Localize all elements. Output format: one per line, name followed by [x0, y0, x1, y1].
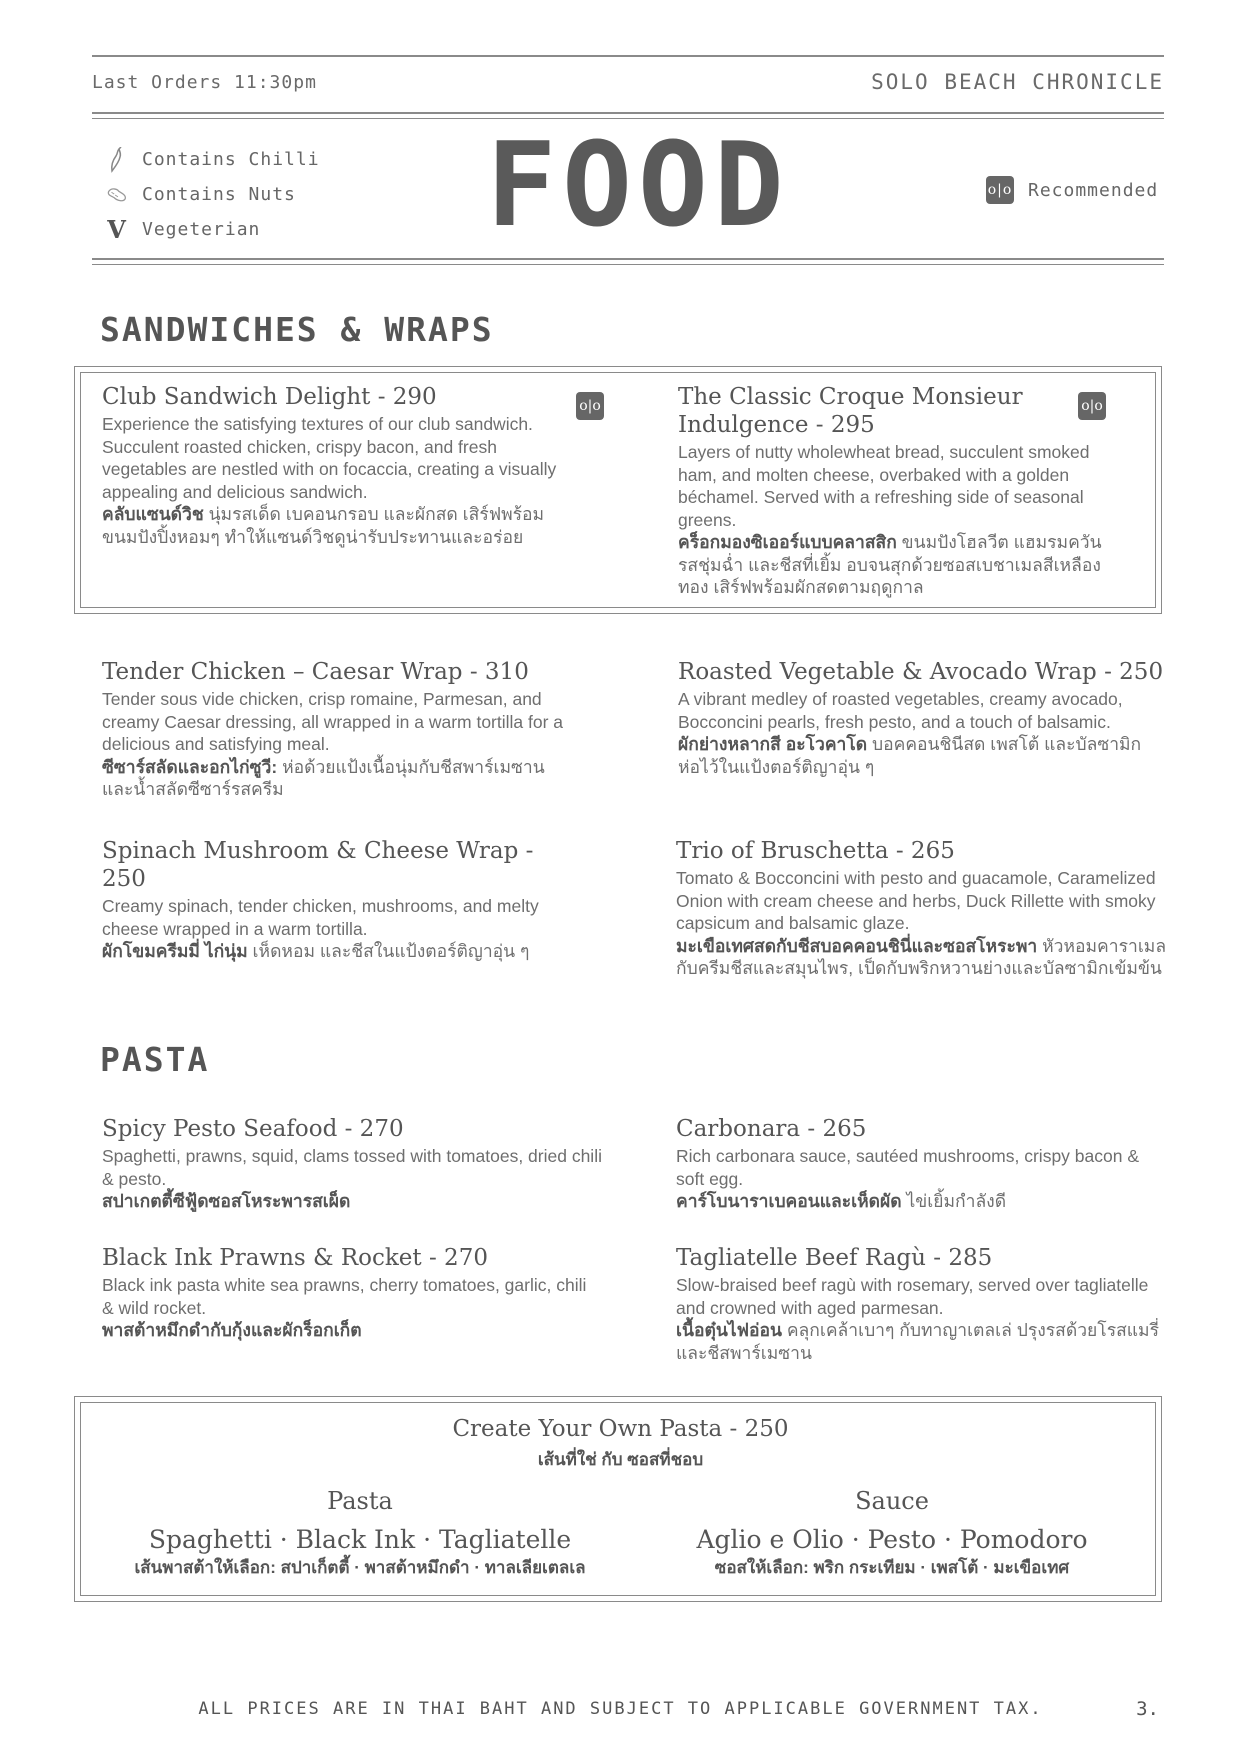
item-title: Spicy Pesto Seafood - 270 [102, 1116, 404, 1142]
sauce-heading: Sauce [855, 1487, 929, 1515]
olo-logo-icon: o|o [1078, 392, 1106, 420]
pasta-options-thai: เส้นพาสต้าให้เลือก: สปาเก็ตตี้ · พาสต้าหมึกดำ · ทาลเลียเตลเล [134, 1558, 586, 1577]
vegetarian-icon: V [107, 215, 127, 244]
nut-icon [106, 182, 128, 208]
item-thai-text: คลุกเคล้าเบาๆ กับทาญาเตลเล่ ปรุงรสด้วยโรสแมรี่และชีสพาร์เมซาน [676, 1320, 1159, 1363]
item-thai [678, 531, 1108, 599]
item-thai-bold: มะเขือเทศสดกับชีสบอคคอนชินี่และซอสโหระพา [676, 935, 1038, 956]
legend-label: Contains Chilli [142, 149, 320, 170]
item-thai-text: นุ่มรสเด็ด เบคอนกรอบ และผักสด เสิร์ฟพร้อมขนมปังปิ้งหอมๆ ทำให้แซนด์วิชดูน่ารับประทานและอร่อย [102, 504, 545, 547]
item-thai-bold: เนื้อตุ๋นไฟอ่อน [676, 1320, 782, 1340]
item-description: Slow-braised beef ragù with rosemary, served over tagliatelle and crowned with aged parmesan. [676, 1275, 1149, 1318]
item-title: Tagliatelle Beef Ragù - 285 [676, 1245, 993, 1271]
item-thai-text: ขนมปังโฮลวีต แฮมรมควัน รสชุ่มฉ่ำ และชีสที่เยิ้ม อบจนสุกด้วยซอสเบชาเมลสีเหลืองทอง เสิร์ฟพร้อมผักสดตามฤดูกาล [678, 532, 1102, 597]
menu-item [678, 658, 1168, 778]
item-description: Black ink pasta white sea prawns, cherry tomatoes, garlic, chili & wild rocket. [102, 1275, 587, 1318]
item-thai-bold: ซีซาร์สลัดและอกไก่ซูวี: [102, 756, 278, 777]
item-description: Experience the satisfying textures of our club sandwich. Succulent roasted chicken, crispy bacon, and fresh vegetables are nestled with on focaccia, creating a visually appealing and delicious sandwich. [102, 414, 557, 502]
menu-item [102, 1244, 602, 1342]
item-thai [102, 756, 572, 801]
item-thai [102, 1190, 602, 1213]
item-title: Roasted Vegetable & Avocado Wrap - 250 [678, 659, 1164, 685]
item-description: A vibrant medley of roasted vegetables, creamy avocado, Bocconcini pearls, fresh pesto, and a touch of balsamic. [678, 689, 1123, 732]
recommended-label: Recommended [1028, 179, 1159, 201]
menu-item [676, 1244, 1170, 1364]
olo-logo-icon: o|o [576, 392, 604, 420]
menu-item [102, 383, 572, 548]
item-description: Layers of nutty wholewheat bread, succulent smoked ham, and molten cheese, overbaked with a golden béchamel. Served with a refreshing side of seasonal greens. [678, 442, 1090, 530]
menu-item [676, 837, 1170, 980]
menu-item [102, 837, 582, 963]
top-rule [92, 55, 1164, 57]
item-thai-bold: คาร์โบนาราเบคอนและเห็ดผัด [676, 1191, 902, 1211]
item-title: Tender Chicken – Caesar Wrap - 310 [102, 659, 529, 685]
pasta-column [80, 1487, 640, 1581]
item-thai-bold: สปาเกตตี้ซีฟู้ดซอสโหระพารสเผ็ด [102, 1191, 351, 1211]
chilli-icon [106, 147, 128, 173]
item-thai-text: บอคคอนชินีสด เพสโต้ และบัลซามิก ห่อไว้ในแป้งตอร์ติญาอุ่น ๆ [678, 734, 1142, 777]
item-thai [676, 1190, 1170, 1213]
item-title: Club Sandwich Delight - 290 [102, 384, 437, 410]
menu-item [102, 1115, 602, 1213]
item-thai-text: ไข่เยิ้มกำลังดี [901, 1191, 1007, 1211]
item-thai [676, 935, 1170, 980]
item-thai [102, 503, 572, 548]
olo-logo-icon: o|o [986, 176, 1014, 204]
item-thai-bold: ผักย่างหลากสี อะโวคาโด [678, 734, 868, 754]
pasta-heading: Pasta [327, 1487, 393, 1515]
section-title-pasta: PASTA [100, 1040, 210, 1079]
legend-item-chilli [106, 142, 320, 177]
create-your-own-title: Create Your Own Pasta - 250 [452, 1416, 789, 1442]
legend [106, 142, 320, 247]
item-description: Tender sous vide chicken, crisp romaine, Parmesan, and creamy Caesar dressing, all wrapped in a warm tortilla for a delicious and satisfying meal. [102, 689, 564, 754]
legend-item-vegetarian [106, 212, 320, 247]
last-orders: Last Orders 11:30pm [92, 72, 317, 93]
header-rule-4 [92, 264, 1164, 265]
page-title: FOOD [486, 118, 790, 253]
price-note: ALL PRICES ARE IN THAI BAHT AND SUBJECT TO APPLICABLE GOVERNMENT TAX. [198, 1699, 1043, 1719]
menu-item [102, 658, 572, 801]
item-thai-bold: คร็อกมองซิเออร์แบบคลาสสิก [678, 532, 897, 552]
item-thai-bold: คลับแซนด์วิช [102, 504, 204, 524]
header-rule-1 [92, 112, 1164, 114]
section-title-sandwiches: SANDWICHES & WRAPS [100, 310, 494, 349]
sauce-options: Aglio e Olio · Pesto · Pomodoro [696, 1525, 1088, 1554]
item-title: Trio of Bruschetta - 265 [676, 838, 955, 864]
pasta-options: Spaghetti · Black Ink · Tagliatelle [148, 1525, 572, 1554]
brand-name: SOLO BEACH CHRONICLE [871, 70, 1164, 94]
item-description: Creamy spinach, tender chicken, mushrooms, and melty cheese wrapped in a warm tortilla. [102, 896, 539, 939]
page-number: 3. [1136, 1698, 1159, 1720]
item-description: Rich carbonara sauce, sautéed mushrooms, crispy bacon & soft egg. [676, 1146, 1140, 1189]
item-thai [676, 1319, 1170, 1364]
sauce-column [612, 1487, 1172, 1581]
item-thai-bold: พาสต้าหมึกดำกับกุ้งและผักร็อกเก็ต [102, 1320, 362, 1340]
item-thai [102, 940, 582, 963]
item-thai-text: เห็ดหอม และชีสในแป้งตอร์ติญาอุ่น ๆ [247, 941, 530, 961]
item-thai [102, 1319, 602, 1342]
legend-label: Contains Nuts [142, 184, 296, 205]
item-thai [678, 733, 1168, 778]
legend-item-nuts [106, 177, 320, 212]
menu-item [676, 1115, 1170, 1213]
item-description: Tomato & Bocconcini with pesto and guacamole, Caramelized Onion with cream cheese and herbs, Duck Rillette with smoky capsicum and balsamic glaze. [676, 868, 1156, 933]
item-title: Spinach Mushroom & Cheese Wrap - 250 [102, 838, 534, 892]
item-title: The Classic Croque Monsieur Indulgence - 295 [678, 384, 1023, 438]
item-thai-text: หัวหอมคาราเมลกับครีมชีสและสมุนไพร, เป็ดกับพริกหวานย่างและบัลซามิกเข้มข้น [676, 935, 1167, 978]
sauce-options-thai: ซอสให้เลือก: พริก กระเทียม · เพสโต้ · มะเขือเทศ [714, 1558, 1070, 1577]
menu-item [678, 383, 1108, 599]
item-thai-text: ห่อด้วยแป้งเนื้อนุ่มกับชีสพาร์เมซานและน้ำสลัดซีซาร์รสครีม [102, 756, 545, 799]
legend-recommended [986, 176, 1158, 204]
legend-label: Vegeterian [142, 219, 261, 240]
item-description: Spaghetti, prawns, squid, clams tossed with tomatoes, dried chili & pesto. [102, 1146, 602, 1189]
create-your-own-thai: เส้นที่ใช่ กับ ซอสที่ชอบ [537, 1450, 704, 1469]
item-title: Carbonara - 265 [676, 1116, 867, 1142]
item-title: Black Ink Prawns & Rocket - 270 [102, 1245, 488, 1271]
item-thai-bold: ผักโขมครีมมี่ ไก่นุ่ม [102, 941, 248, 961]
header-rule-3 [92, 258, 1164, 260]
